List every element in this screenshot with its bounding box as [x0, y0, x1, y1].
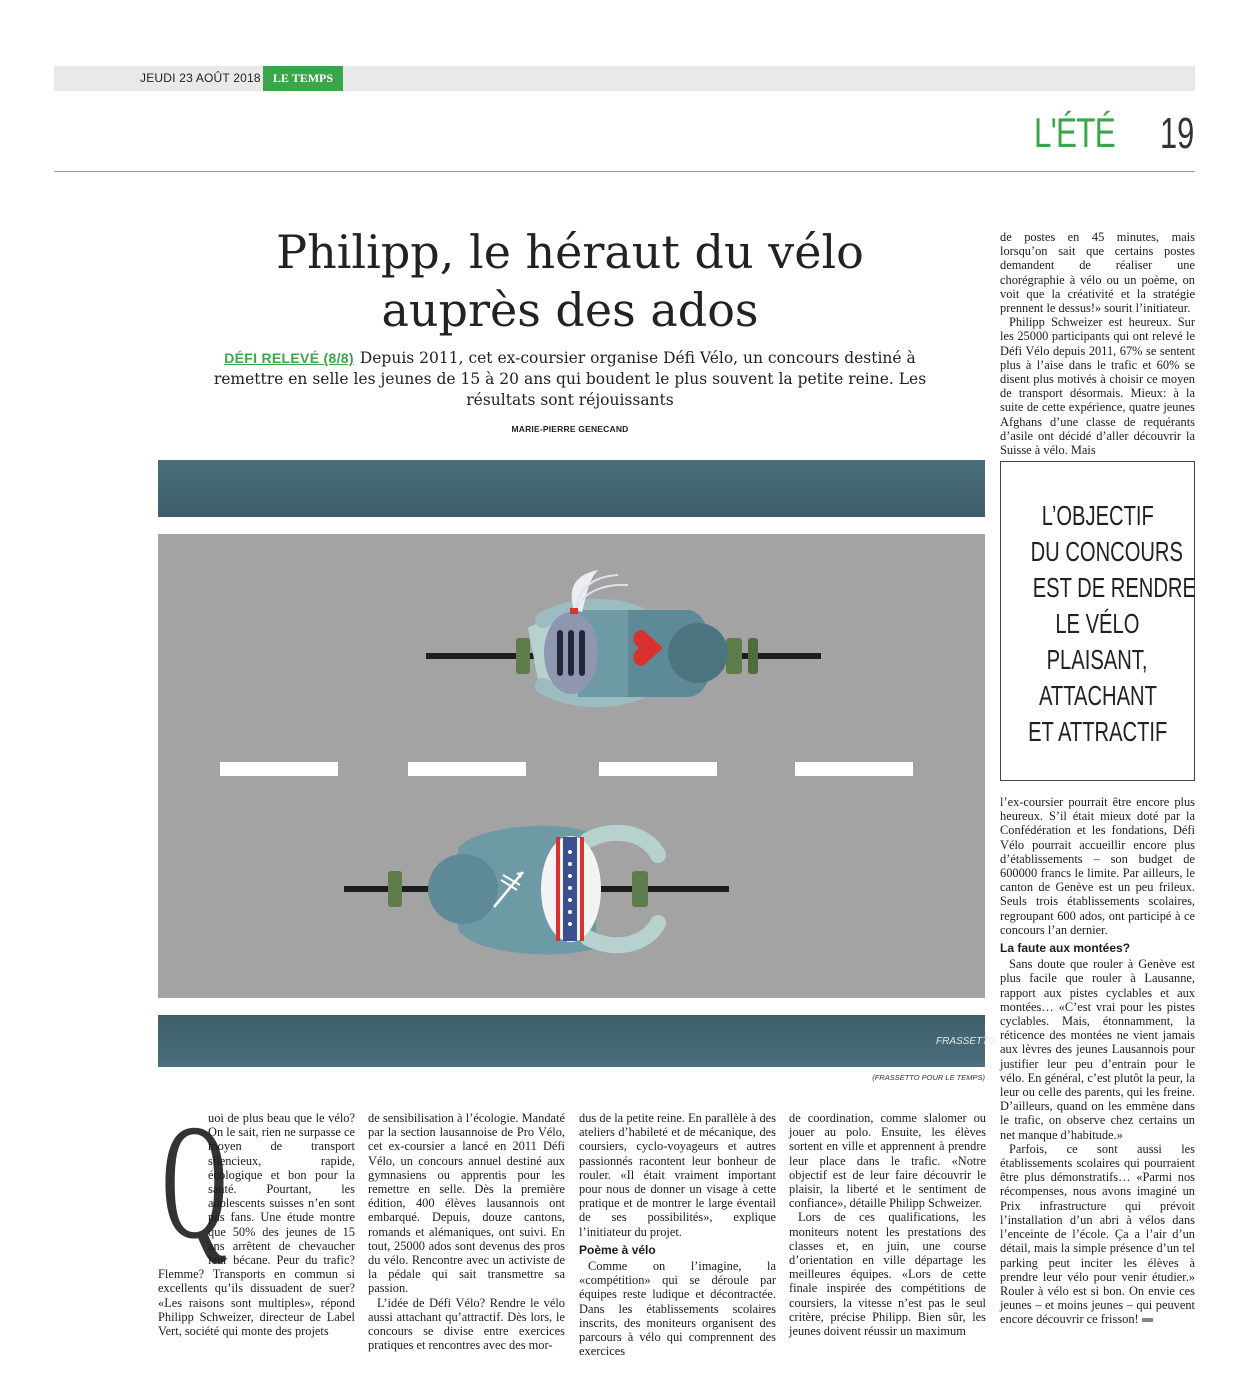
body-column-4 [789, 1111, 986, 1338]
pull-quote-line: L’OBJECTIF [1041, 500, 1154, 531]
body-column-3 [579, 1111, 776, 1358]
paragraph-text: Parfois, ce sont aussi les établissements scolaires qui pourraient être plus démonstratifs… «Parmi nos récompenses, nous avons imaginé un Prix infrastructure qui prévoit l’installation d’un abri à vélos dans l’enceinte de l’école. Ça a l’air d’un détail, mais la simple présence d’un tel parking peut inciter les élèves à prendre leur vélo pour venir étudier.» Rouler à vélo est si bon. On envie ces jeunes – et moins jeunes – qui peuvent encore découvrir ce frisson! [1000, 1141, 1195, 1327]
brand-badge: LE TEMPS [263, 66, 343, 91]
header-rule [54, 171, 1195, 172]
pull-quote-line: LE VÉLO [1055, 608, 1140, 639]
illustrator-signature: FRASSETTO [936, 1036, 996, 1047]
paragraph: de postes en 45 minutes, mais lorsqu’on sait que certains postes demandent de réaliser une chorégraphie à vélo ou un poème, on voit que la créativité et la stratégie prennent le dessus!» sourit l’initiateur. [1000, 230, 1195, 316]
svg-text:Q: Q [161, 1089, 228, 1273]
article-title: Philipp, le héraut du vélo auprès des ados [276, 225, 864, 337]
end-of-article-mark [1142, 1318, 1153, 1322]
article-lead [200, 348, 940, 411]
top-bar [54, 66, 1195, 91]
subheading: La faute aux montées? [1000, 941, 1131, 956]
top-banner [158, 460, 985, 517]
subheading: Poème à vélo [579, 1242, 656, 1257]
paragraph: uoi de plus beau que le vélo? On le sait, rien ne surpasse ce moyen de transport silencieux, rapide, écologique et bon pour la santé. Pourtant, les adolescents suisses n’en sont pas fans. Une étude montre que 50% des jeunes de 15 ans arrêtent de chevaucher leur bécane. Peur du trafic? Flemme? Transports en commun si excellents qu’ils dissuadent de suer? «Les raisons sont multiples», répond Philipp Schweizer, directeur de Label Vert, société qui monte des projets [158, 1111, 355, 1339]
pull-quote [1000, 461, 1195, 781]
paragraph [1000, 1142, 1195, 1327]
pull-quote-line: ET ATTRACTIF [1028, 716, 1168, 747]
body-column-1 [158, 1089, 355, 1339]
bottom-banner [158, 1015, 985, 1067]
body-column-2 [368, 1111, 565, 1352]
paragraph: Sans doute que rouler à Genève est plus facile que rouler à Lausanne, rapport aux pistes cyclables et aux montées… «C’est vrai pour les pistes cyclables. Mais, étonnamment, la réticence des montées ne vient jamais aux lèvres des jeunes Lausannois pour justifier leur peu d’entrain pour le vélo. En général, c’est plutôt la peur, la leur ou celle des parents, qui les freine. D’ailleurs, quand on les emmène dans le trafic, on observe chez certains un net manque d’habitude.» [1000, 957, 1195, 1142]
body-column-5-top [1000, 230, 1195, 457]
paragraph: de sensibilisation à l’écologie. Mandaté par la section lausannoise de Pro Vélo, cet ex-coursier a lancé en 2011 Défi Vélo, un concours annuel destiné aux gymnasiens ou apprentis pour les remettre en selle. Dès la première édition, 400 élèves lausannois ont embarqué. Depuis, douze cantons, romands et alémaniques, ont suivi. En tout, 25000 ados sont devenus des pros du vélo. Rencontre avec un activiste de la pédale qui sait transmettre sa passion. [368, 1111, 565, 1296]
body-column-5-bottom [1000, 795, 1195, 1327]
byline: MARIE-PIERRE GENECAND [511, 424, 629, 434]
series-kicker: DÉFI RELEVÉ (8/8) [224, 350, 354, 366]
pull-quote-line: EST DE RENDRE [1032, 572, 1196, 603]
pull-quote-line: DU CONCOURS [1030, 536, 1183, 567]
lead-text: Depuis 2011, cet ex-coursier organise Défi Vélo, un concours destiné à remettre en selle les jeunes de 15 à 20 ans qui boudent le plus souvent la petite reine. Les résultats sont réjouissants [213, 349, 927, 409]
dropcap [154, 1089, 228, 1273]
paragraph: Lors de ces qualifications, les moniteurs notent les prestations des classes et, en juin, une course d’orientation en ville départage les meilleures équipes. «Lors de cette finale inspirée des compétitions de coursiers, la vitesse n’est pas le seul critère, précise Philipp. Bien sûr, les jeunes doivent réussir un maximum [789, 1210, 986, 1339]
paragraph: Comme on l’imagine, la «compétition» qui se déroule par équipes reste ludique et décontractée. Dans les établissements scolaires inscrits, des moniteurs organisent des parcours à vélo qui comprennent des exercices [579, 1259, 776, 1359]
cyclists-illustration [158, 460, 996, 1067]
pull-quote-line: PLAISANT, [1047, 644, 1148, 675]
photo-credit: (FRASSETTO POUR LE TEMPS) [872, 1073, 985, 1082]
paragraph: de coordination, comme slalomer ou jouer au polo. Ensuite, les élèves sortent en ville et apprennent à prendre leur place dans le trafic. «Notre objectif est de leur faire découvrir le plaisir, la liberté et le sentiment de confiance», détaille Philipp Schweizer. [789, 1111, 986, 1211]
paragraph: dus de la petite reine. En parallèle à des ateliers d’habileté et de mécanique, des coursiers, cyclo-voyageurs et autres passionnés racontent leur bonheur de rouler. «Il était vraiment important pour nous de donner un visage à cette pratique et de montrer le large éventail de ses possibilités», explique l’initiateur du projet. [579, 1111, 776, 1239]
paragraph: l’ex-coursier pourrait être encore plus heureux. S’il était mieux doté par la Confédération et les fondations, Défi Vélo pourrait accueillir encore plus d’établissements – son budget de 600000 francs le limite. Par ailleurs, le canton de Genève est un peu frileux. Seuls trois établissements scolaires, regroupant 600 ados, ont participé à ce concours l’an dernier. [1000, 795, 1195, 937]
paragraph: Philipp Schweizer est heureux. Sur les 25000 participants qui ont relevé le Défi Vélo depuis 2011, 67% se sentent plus à l’aise dans le trafic et 60% se disent plus motivés à choisir ce moyen de transport désormais. Mieux: à la suite de cette expérience, quatre jeunes Afghans d’une classe de requérants d’asile ont décidé d’aller découvrir la Suisse à vélo. Mais [1000, 315, 1195, 458]
pull-quote-line: ATTACHANT [1038, 680, 1157, 711]
section-title: L'ÉTÉ [1034, 109, 1116, 156]
page-number: 19 [1160, 109, 1195, 158]
issue-date: JEUDI 23 AOÛT 2018 [140, 71, 261, 85]
pull-quote-text [1001, 498, 1194, 750]
paragraph: L’idée de Défi Vélo? Rendre le vélo aussi attachant qu’attractif. Dès lors, le concours se divise entre exercices pratiques et rencontres avec des mor- [368, 1295, 565, 1353]
